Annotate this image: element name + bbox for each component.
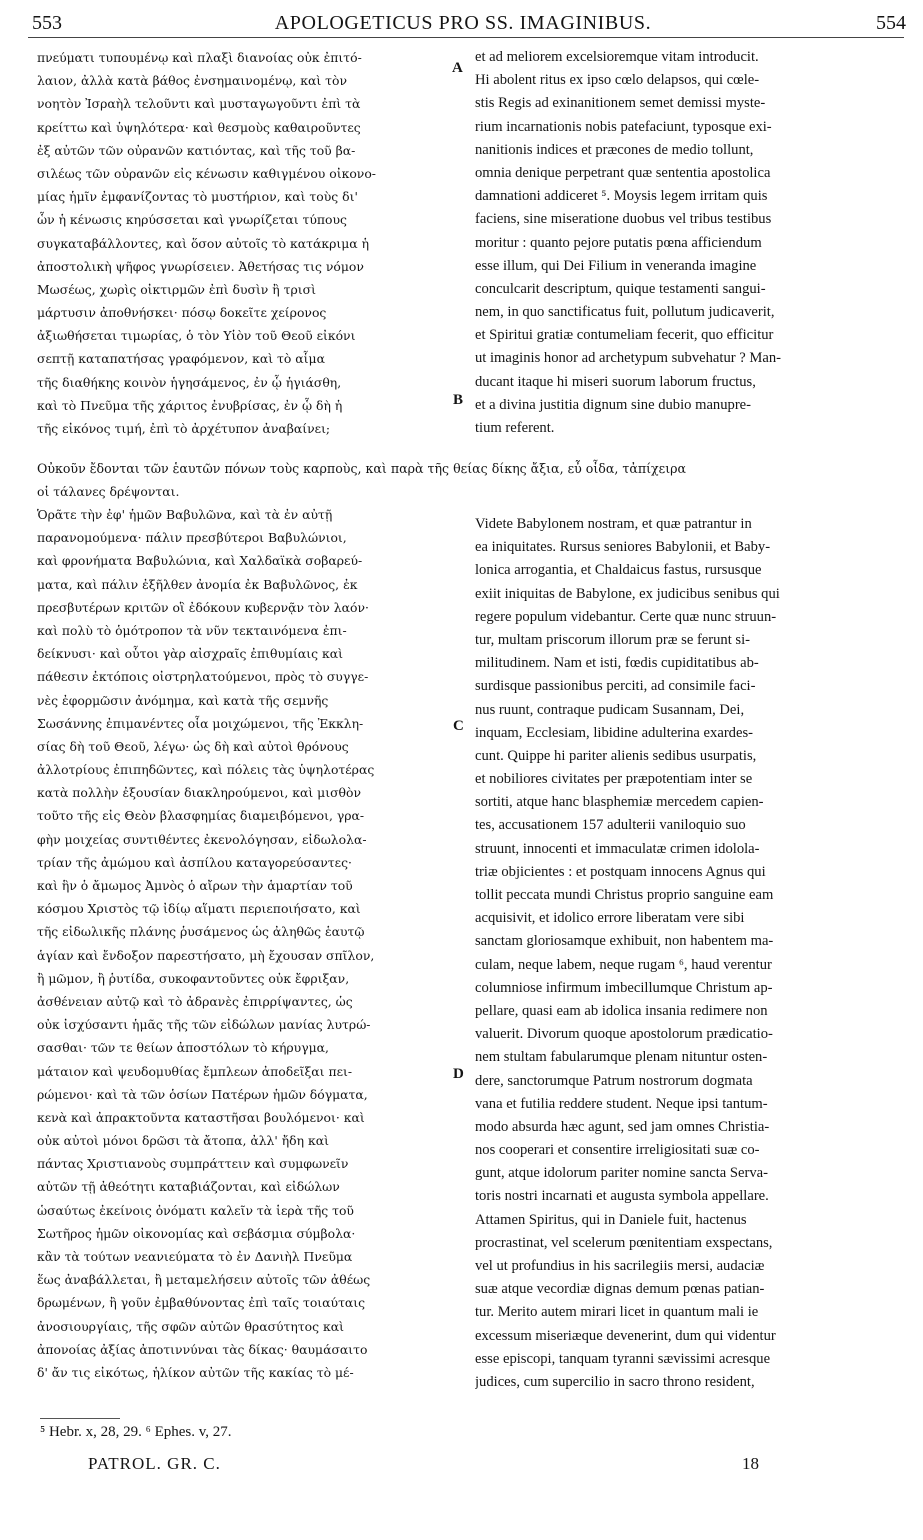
greek-line: ἐξ αὐτῶν τῶν οὐρανῶν κατιόντας, καὶ τῆς τοῦ βα- [37, 142, 356, 158]
greek-line: Ὁρᾶτε τὴν ἐφ' ἡμῶν Βαβυλῶνα, καὶ τὰ ἐν αὐτῇ [37, 507, 333, 522]
greek-line: κατὰ πολλὴν ἐξουσίαν διακληρούμενοι, καὶ μισθὸν [37, 785, 362, 801]
latin-line: regere populum videbantur. Certe quæ nunc struun- [475, 608, 777, 625]
greek-line: μίας ἡμῖν ἐμφανίζοντας τὸ μυστήριον, καὶ τοὺς δι' [37, 189, 358, 205]
greek-line: παρανομούμενα· πάλιν πρεσβύτεροι Βαβυλώνιοι, [37, 530, 347, 546]
greek-line: κενὰ καὶ ἀπρακτοῦντα καταστῆσαι βουλόμενοι· καὶ [37, 1109, 365, 1125]
greek-line: ὡσαύτως ἐκείνοις ὀνόματι καλεῖν τὰ ἱερὰ τῆς τοῦ [37, 1202, 354, 1218]
latin-line: lonica arrogantia, et Chaldaicus fastus, rursusque [475, 562, 762, 579]
greek-line: κόσμου Χριστὸς τῷ ἰδίῳ αἵματι περιεποιήσατο, καὶ [37, 901, 361, 917]
greek-line: ἀσθένειαν αὐτῷ καὶ τὸ ἀδρανὲς ἐπιρρίψαντες, ὡς [37, 993, 353, 1009]
latin-line: ducant itaque hi miseri suorum laborum fructus, [475, 373, 756, 390]
latin-line: stis Regis ad exinanitionem semet demissi myste- [475, 95, 766, 112]
greek-line: οὐκ αὐτοὶ μόνοι δρῶσι τὰ ἄτοπα, ἀλλ' ἤδη καὶ [37, 1133, 329, 1149]
footer-signature: PATROL. GR. C. [88, 1454, 221, 1473]
latin-line: tur, multam priscorum illorum præ se ferunt si- [475, 631, 751, 648]
latin-line: sortiti, atque hanc blasphemiæ mercedem capien- [475, 794, 764, 811]
greek-line: τῆς διαθήκης κοινὸν ἡγησάμενος, ἐν ᾧ ἡγιάσθη, [37, 374, 342, 390]
latin-line: acquisivit, et idolico errore liberatam vere sibi [475, 910, 745, 927]
greek-line: καὶ πολὺ τὸ ὁμότροπον τὰ νῦν τεκταινόμενα ἐπι- [37, 622, 347, 638]
latin-line: vana et futilia reddere student. Neque ipsi tantum- [475, 1095, 768, 1112]
latin-line: Hi abolent ritus ex ipso cœlo delapsos, qui cœle- [475, 72, 760, 89]
greek-line: δρωμένων, ἢ γοῦν ἐμβαθύνοντας ἐπὶ ταῖς τοιαύταις [37, 1295, 366, 1311]
latin-line: sanctam gloriosamque exhibuit, non habentem ma- [475, 933, 774, 950]
latin-line: toris nostri incarnati et augusta symbola appellare. [475, 1188, 769, 1205]
greek-line: πνεύματι τυπουμένῳ καὶ πλαξὶ διανοίας οὐκ ἐπιτό- [37, 50, 362, 65]
latin-line: cunt. Quippe hi pariter alienis sedibus usurpatis, [475, 747, 757, 764]
latin-line: vel ut profundius in his sacrilegiis mersi, audaciæ [475, 1258, 765, 1274]
latin-line: nos cooperari et consentire irreligiositati suæ co- [475, 1142, 760, 1159]
latin-line: militudinem. Nam et isti, fœdis cupiditatibus ab- [475, 655, 759, 672]
greek-line: πρεσβυτέρων κριτῶν οἳ ἐδόκουν κυβερνᾷν τὸν λαόν· [37, 599, 369, 615]
greek-line: συγκαταβάλλοντες, καὶ ὅσον αὐτοῖς τὸ κατάκριμα ἡ [37, 235, 370, 251]
greek-line: Σωτῆρος ἡμῶν οἰκονομίας καὶ σεβάσμια σύμβολα· [37, 1225, 356, 1241]
greek-line: τρίαν τῆς ἀμώμου καὶ ἀσπίλου καταγορεύσαντες· [37, 854, 352, 870]
latin-line: dere, sanctorumque Patrum nostrorum dogmata [475, 1072, 753, 1089]
greek-line: καὶ φρονήματα Βαβυλώνια, καὶ Χαλδαϊκὰ σοβαρεύ- [37, 553, 363, 569]
greek-line: Σωσάννης ἐπιμανέντες οἷα μοιχώμενοι, τῆς Ἐκκλη- [37, 715, 364, 731]
latin-line: tes, accusationem 157 adulterii vaniloquio suo [475, 817, 746, 834]
greek-line: ρώμενοι· καὶ τὰ τῶν ὁσίων Πατέρων ἡμῶν δόγματα, [37, 1086, 368, 1102]
greek-line: αὐτῶν τῇ ἀθεότητι καταβιάζονται, καὶ εἰδώλων [37, 1179, 340, 1195]
latin-line: et ad meliorem excelsioremque vitam introducit. [475, 49, 759, 65]
greek-line: δ' ἄν τις εἰκότως, ἡλίκον αὐτῶν τῆς κακίας τὸ μέ- [37, 1364, 354, 1380]
latin-line: conculcarit descriptum, quique testamenti sangui- [475, 280, 766, 297]
latin-line: valuerit. Divorum quoque apostolorum prædicatio- [475, 1026, 773, 1043]
greek-line: πάντας Χριστιανοὺς συμπράττειν καὶ συμφωνεῖν [37, 1156, 349, 1172]
greek-line: μάταιον καὶ ψευδομυθίας ἔμπλεων ἀποδεῖξαι πει- [37, 1063, 353, 1079]
greek-line: σιλέως τῶν οὐρανῶν εἰς κένωσιν καθιγμένου οἰκονο- [37, 165, 376, 181]
margin-letter-b: B [453, 392, 464, 408]
latin-line: ea iniquitates. Rursus seniores Babylonii, et Baby- [475, 539, 771, 556]
latin-line: esse episcopi, tanquam tyranni sævissimi acresque [475, 1350, 771, 1367]
greek-line: πάθεσιν ἐκτόποις οἰστρηλατούμενοι, πρὸς τὸ συγγε- [37, 669, 369, 685]
latin-line: tur. Merito autem mirari licet in quantum mali ie [475, 1304, 759, 1321]
header-rule [28, 37, 904, 38]
greek-line: ἀνοσιουργίαις, τῆς σφῶν αὐτῶν θρασύτητος καὶ [37, 1318, 344, 1334]
latin-line: rium incarnationis nobis patefaciunt, typosque exi- [475, 118, 772, 135]
latin-line: modo absurda hæc agunt, sed jam omnes Christia- [475, 1118, 770, 1135]
greek-line: καὶ τὸ Πνεῦμα τῆς χάριτος ἐνυβρίσας, ἐν ᾧ δὴ ἡ [37, 397, 343, 413]
latin-line: damnationi addiceret ⁵. Moysis legem irritam quis [475, 188, 768, 205]
greek-line: ἁγίαν καὶ ἔνδοξον παρεστήσατο, μὴ ἔχουσαν σπῖλον, [37, 947, 375, 963]
latin-line: struunt, innocenti et immaculatæ crimen idolola- [475, 840, 760, 857]
latin-line: triæ objicientes : et postquam innocens Agnus qui [475, 863, 766, 880]
margin-letter-d: D [453, 1066, 464, 1082]
greek-line: ἀξιωθήσεται τιμωρίας, ὁ τὸν Υἱὸν τοῦ Θεοῦ εἰκόνι [37, 328, 356, 344]
greek-line: μάρτυσιν ἀποθνήσκει· πόσῳ δοκεῖτε χείρονος [37, 305, 327, 321]
greek-line: ἕως ἀναβάλλεται, ἢ μεταμελήσειν αὐτοῖς τῶν ἀθέως [37, 1272, 371, 1288]
greek-line: νοητὸν Ἰσραὴλ τελοῦντι καὶ μυσταγωγοῦντι ἐπὶ τὰ [37, 96, 361, 112]
latin-line: moritur : quanto pejore putatis pœna afficiendum [475, 234, 762, 251]
greek-line: ματα, καὶ πάλιν ἐξῆλθεν ἀνομία ἐκ Βαβυλῶνος, ἐκ [37, 576, 358, 592]
latin-line: procrastinat, vel scelerum pœnitentiam exspectans, [475, 1234, 773, 1251]
latin-line: surdisque passionibus perciti, ad consimile faci- [475, 678, 756, 695]
latin-line: et a divina justitia dignum sine dubio manupre- [475, 396, 752, 413]
greek-line: ὧν ἡ κένωσις κηρύσσεται καὶ γνωρίζεται τύπους [37, 212, 347, 228]
latin-line: nem stultam fabularumque plenam nituntur osten- [475, 1049, 768, 1066]
greek-column-top [37, 46, 464, 440]
footnote-rule [40, 1418, 120, 1419]
page-number-left: 553 [32, 12, 62, 34]
latin-column-top [475, 46, 905, 440]
latin-line: nus ruunt, contraque pudicam Susannam, Dei, [475, 701, 745, 718]
latin-line: culam, neque labem, neque rugam ⁶, haud verentur [475, 956, 772, 973]
latin-line: esse illum, qui Dei Filium in veneranda imagine [475, 257, 757, 274]
latin-line: tium referent. [475, 420, 555, 436]
margin-letter-a: A [452, 60, 463, 76]
greek-line: τῆς εἰκόνος τιμή, ἐπὶ τὸ ἀρχέτυπον ἀναβαίνει; [37, 421, 331, 436]
latin-line: ut imaginis honor ad archetypum subvehatur ? Man- [475, 350, 781, 367]
latin-line: nem, in quo sanctificatus fuit, pollutum judicaverit, [475, 304, 775, 321]
greek-span-line-end: οἱ τάλανες δρέψονται. [37, 484, 180, 499]
greek-line: σίας δὴ τοῦ Θεοῦ, λέγω· ὡς δὴ καὶ αὐτοὶ θρόνους [37, 738, 349, 754]
running-header [20, 10, 906, 40]
greek-line: τοῦτο τῆς εἰς Θεὸν βλασφημίας διαμειβόμενοι, γρα- [37, 808, 365, 824]
latin-column-main [475, 513, 905, 1394]
latin-line: excessum miseriæque devenerint, dum qui videntur [475, 1327, 776, 1344]
footer-gathering-number: 18 [742, 1454, 759, 1473]
latin-line: faciens, sine miseratione duobus vel tribus testibus [475, 211, 772, 228]
greek-span-line: Οὐκοῦν ἔδονται τῶν ἑαυτῶν πόνων τοὺς καρποὺς, καὶ παρὰ τῆς θείας δίκης ἄξια, εὖ οἶδα, τἀπίχειρα [37, 461, 687, 476]
greek-line: νὲς ἐφορμῶσιν ἀνόμημα, καὶ κατὰ τῆς σεμνῆς [37, 692, 329, 708]
margin-letter-c: C [453, 718, 464, 734]
greek-line: δείκνυσι· καὶ οὗτοι γὰρ αἰσχραῖς ἐπιθυμίαις καὶ [37, 646, 343, 662]
greek-line: λαιον, ἀλλὰ κατὰ βάθος ἐνσημαινομένῳ, καὶ τὸν [37, 73, 348, 89]
greek-line: σεπτῇ καταπατήσας γραφόμενον, καὶ τὸ αἷμα [37, 351, 325, 367]
running-title: APOLOGETICUS PRO SS. IMAGINIBUS. [274, 12, 652, 34]
latin-line: exiit iniquitas de Babylone, ex judicibus senibus qui [475, 585, 780, 602]
latin-line: et Spiritui gratiæ contumeliam fecerit, quo efficitur [475, 327, 774, 344]
latin-line: judices, cum supercilio in sacro throno resident, [475, 1373, 755, 1390]
footnotes: ⁵ Hebr. x, 28, 29. ⁶ Ephes. v, 27. [40, 1424, 232, 1440]
greek-line: οὐκ ἰσχύσαντι ἡμᾶς τῆς τῶν εἰδώλων μανίας λυτρώ- [37, 1017, 371, 1033]
page-number-right: 554 [876, 12, 906, 34]
greek-line: ἀποστολικὴ ψῆφος γνωρίσειεν. Ἀθετήσας τις νόμον [37, 258, 364, 274]
latin-line: Attamen Spiritus, qui in Daniele fuit, hactenus [475, 1211, 747, 1228]
latin-line: tollit peccata mundi Christus proprio sanguine eam [475, 887, 774, 903]
greek-line: ἀλλοτρίους ἐπιπηδῶντες, καὶ πόλεις τὰς ὑψηλοτέρας [37, 762, 375, 778]
latin-line: nanitionis indices et præcones de medio tollunt, [475, 141, 754, 158]
greek-line: ἀπονοίας ἀξίας ἀποτιννύναι τὰς δίκας· θαυμάσαιτο [37, 1341, 368, 1357]
latin-line: Videte Babylonem nostram, et quæ patrantur in [475, 516, 752, 532]
latin-line: et nobiliores civitates per præpotentiam inter se [475, 771, 753, 788]
latin-line: gunt, atque idolorum pariter nomine sancta Serva- [475, 1165, 769, 1182]
latin-line: columniose infirmum imbecillumque Christum ap- [475, 979, 773, 996]
greek-line: ἢ μῶμον, ἢ ῥυτίδα, συκοφαντοῦντες οὐκ ἔφριξαν, [37, 970, 350, 986]
latin-line: suæ atque vecordiæ dignas demum pœnas patian- [475, 1281, 765, 1298]
greek-line: καὶ ἣν ὁ ἄμωμος Ἀμνὸς ὁ αἴρων τὴν ἁμαρτίαν τοῦ [37, 878, 353, 893]
greek-line: τῆς εἰδωλικῆς πλάνης ῥυσάμενος ὡς ἀληθῶς ἑαυτῷ [37, 924, 365, 940]
latin-line: pellare, quasi eam ab idolica insania redimere non [475, 1002, 768, 1019]
greek-line: σασθαι· τῶν τε θείων ἀποστόλων τὸ κήρυγμα, [37, 1040, 329, 1056]
greek-line: Μωσέως, χωρὶς οἰκτιρμῶν ἐπὶ δυσὶν ἢ τρισὶ [37, 281, 316, 297]
latin-line: omnia denique perpetrant quæ sententia apostolica [475, 164, 771, 181]
greek-column-main [37, 503, 464, 1384]
greek-line: φὴν μοιχείας συντιθέντες ἐκενολόγησαν, εἰδωλολα- [37, 831, 367, 847]
greek-line: κρείττω καὶ ὑψηλότερα· καὶ θεσμοὺς καθαιροῦντες [37, 119, 361, 135]
latin-line: inquam, Ecclesiam, libidine adulterina exardes- [475, 724, 753, 741]
greek-line: κἂν τὰ τούτων νεανιεύματα τὸ ἐν Δανιὴλ Πνεῦμα [37, 1249, 353, 1264]
